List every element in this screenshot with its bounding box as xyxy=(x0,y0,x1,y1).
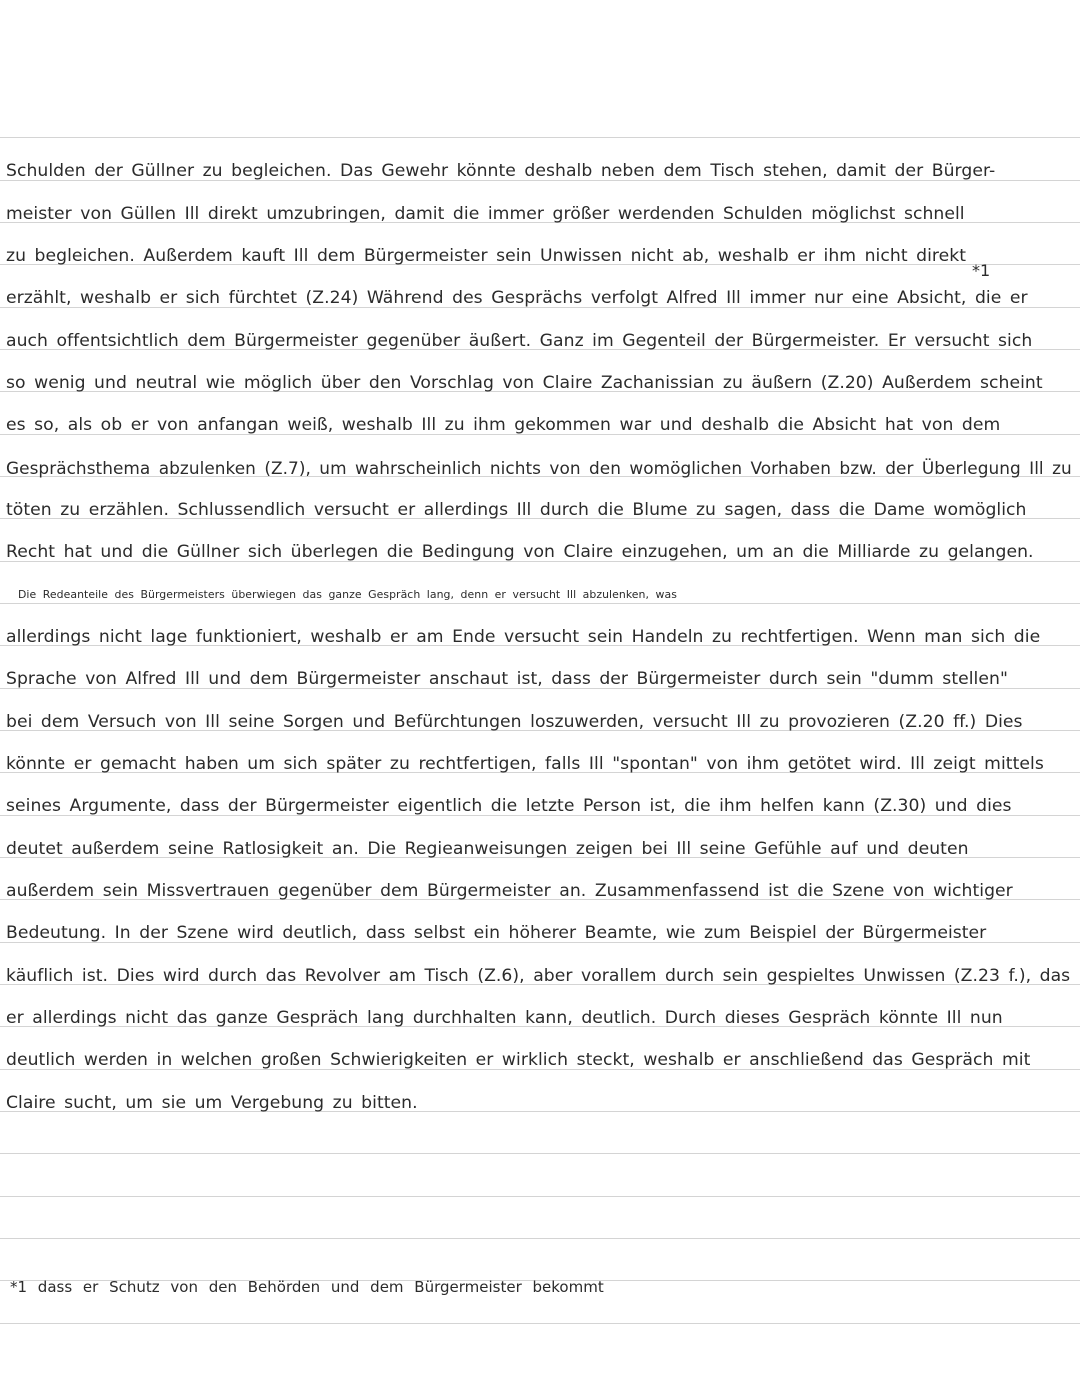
ruled-line xyxy=(0,1153,1080,1154)
text-line: käuflich ist. Dies wird durch das Revolver am Tisch (Z.6), aber vorallem durch sein gespieltes Unwissen (Z.23 f.), das xyxy=(6,966,1071,986)
text-line: allerdings nicht lage funktioniert, weshalb er am Ende versucht sein Handeln zu rechtfertigen. Wenn man sich die xyxy=(6,627,1041,647)
text-line: deutet außerdem seine Ratlosigkeit an. Die Regieanweisungen zeigen bei Ill seine Gefühle auf und deuten xyxy=(6,839,969,859)
ruled-line xyxy=(0,1323,1080,1324)
text-line: Claire sucht, um sie um Vergebung zu bitten. xyxy=(6,1093,418,1113)
footnote: *1 dass er Schutz von den Behörden und dem Bürgermeister bekommt xyxy=(10,1278,604,1296)
text-line: bei dem Versuch von Ill seine Sorgen und Befürchtungen loszuwerden, versucht Ill zu provozieren (Z.20 ff.) Dies xyxy=(6,712,1023,732)
text-line: so wenig und neutral wie möglich über den Vorschlag von Claire Zachanissian zu äußern (Z.20) Außerdem scheint xyxy=(6,373,1043,393)
text-line: zu begleichen. Außerdem kauft Ill dem Bürgermeister sein Unwissen nicht ab, weshalb er ihm nicht direkt xyxy=(6,246,967,266)
text-line: Recht hat und die Güllner sich überlegen die Bedingung von Claire einzugehen, um an die Milliarde zu gelangen. xyxy=(6,542,1034,562)
ruled-line xyxy=(0,137,1080,138)
text-line: Sprache von Alfred Ill und dem Bürgermeister anschaut ist, dass der Bürgermeister durch sein "dumm stellen" xyxy=(6,669,1008,689)
text-line: deutlich werden in welchen großen Schwierigkeiten er wirklich steckt, weshalb er anschließend das Gespräch mit xyxy=(6,1050,1031,1070)
text-line: Gesprächsthema abzulenken (Z.7), um wahrscheinlich nichts von den womöglichen Vorhaben bzw. der Überlegung Ill zu xyxy=(6,458,1072,478)
text-line: Die Redeanteile des Bürgermeisters überwiegen das ganze Gespräch lang, denn er versucht Ill abzulenken, was xyxy=(18,588,677,601)
text-line: töten zu erzählen. Schlussendlich versucht er allerdings Ill durch die Blume zu sagen, dass die Dame womöglich xyxy=(6,500,1027,520)
text-line: Bedeutung. In der Szene wird deutlich, dass selbst ein höherer Beamte, wie zum Beispiel der Bürgermeister xyxy=(6,923,987,943)
text-line: er allerdings nicht das ganze Gespräch lang durchhalten kann, deutlich. Durch dieses Gespräch könnte Ill nun xyxy=(6,1008,1003,1028)
text-line: es so, als ob er von anfangan weiß, weshalb Ill zu ihm gekommen war und deshalb die Absicht hat von dem xyxy=(6,415,1001,435)
ruled-line xyxy=(0,1196,1080,1197)
footnote-marker: *1 xyxy=(972,261,991,280)
text-line: außerdem sein Missvertrauen gegenüber dem Bürgermeister an. Zusammenfassend ist die Szene von wichtiger xyxy=(6,881,1013,901)
text-line: Schulden der Güllner zu begleichen. Das Gewehr könnte deshalb neben dem Tisch stehen, damit der Bürger- xyxy=(6,161,996,181)
text-line: erzählt, weshalb er sich fürchtet (Z.24) Während des Gesprächs verfolgt Alfred Ill immer nur eine Absicht, die er xyxy=(6,288,1028,308)
ruled-line xyxy=(0,1238,1080,1239)
text-line: könnte er gemacht haben um sich später zu rechtfertigen, falls Ill "spontan" von ihm getötet wird. Ill zeigt mittels xyxy=(6,754,1044,774)
text-line: meister von Güllen Ill direkt umzubringen, damit die immer größer werdenden Schulden möglichst schnell xyxy=(6,204,965,224)
text-line: seines Argumente, dass der Bürgermeister eigentlich die letzte Person ist, die ihm helfen kann (Z.30) und dies xyxy=(6,796,1012,816)
text-line: auch offentsichtlich dem Bürgermeister gegenüber äußert. Ganz im Gegenteil der Bürgermeister. Er versucht sich xyxy=(6,331,1033,351)
